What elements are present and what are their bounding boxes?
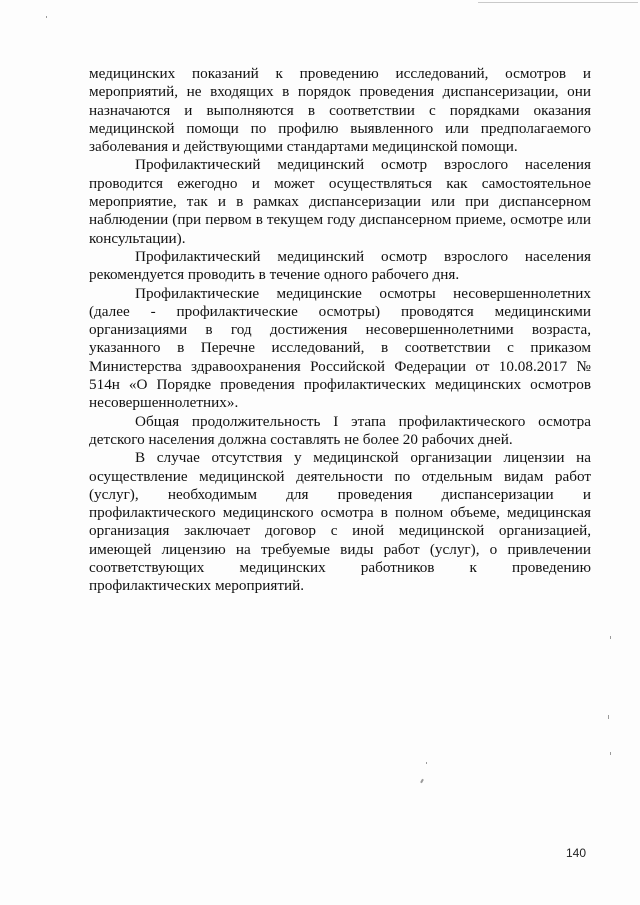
scan-speck: [426, 762, 427, 764]
scan-speck: [420, 779, 424, 783]
paragraph-adult-checkup: Профилактический медицинский осмотр взрослого населения проводится ежегодно и может осуществляться как самостоятельное мероприятие, так и в рамках диспансеризации или при диспансерном наблюдении (при первом в текущем году диспансерном приеме, осмотре или консультации).: [89, 156, 591, 247]
scan-edge-line: [478, 2, 638, 3]
scan-speck: [46, 16, 47, 18]
paragraph-license: В случае отсутствия у медицинской организации лицензии на осуществление медицинской деятельности по отдельным видам работ (услуг), необходимым для проведения диспансеризации и профилактического медицинского осмотра в полном объеме, медицинская организация заключает договор с иной медицинской организацией, имеющей лицензию на требуемые виды работ (услуг), о привлечении соответствующих медицинских работников к проведению профилактических мероприятий.: [89, 449, 591, 595]
paragraph-continuation: медицинских показаний к проведению исследований, осмотров и мероприятий, не входящих в порядок проведения диспансеризации, они назначаются и выполняются в соответствии с порядками оказания медицинской помощи по профилю выявленного или предполагаемого заболевания и действующими стандартами медицинской помощи.: [89, 65, 591, 156]
scan-speck: [608, 715, 609, 719]
paragraph-duration: Общая продолжительность I этапа профилактического осмотра детского населения должна составлять не более 20 рабочих дней.: [89, 412, 591, 448]
page-number: 140: [566, 846, 587, 860]
scan-speck: [610, 636, 611, 639]
document-body: [89, 65, 591, 596]
paragraph-one-day: Профилактический медицинский осмотр взрослого населения рекомендуется проводить в течение одного рабочего дня.: [89, 247, 591, 284]
scan-speck: [610, 752, 611, 755]
paragraph-minors-checkup: Профилактические медицинские осмотры несовершеннолетних (далее - профилактические осмотры) проводятся медицинскими организациями в год достижения несовершеннолетними возраста, указанного в Перечне исследований, в соответствии с приказом Министерства здравоохранения Российской Федерации от 10.08.2017 № 514н «О Порядке проведения профилактических медицинских осмотров несовершеннолетних».: [89, 284, 591, 412]
